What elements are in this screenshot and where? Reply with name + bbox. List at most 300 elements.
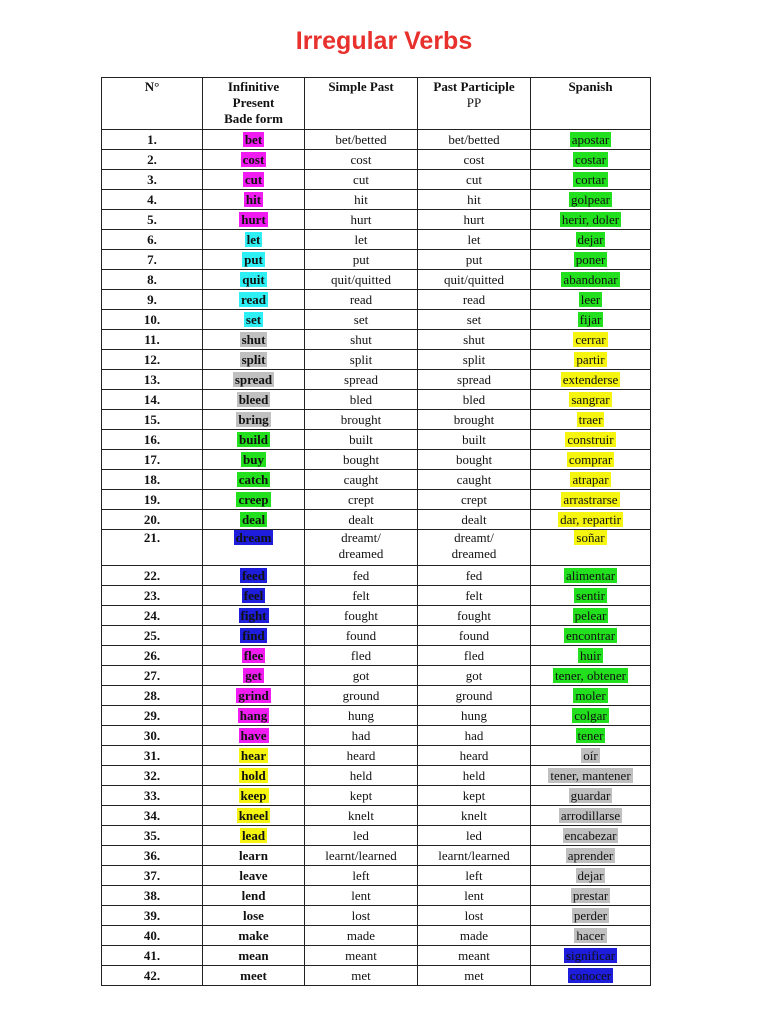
table-row (102, 510, 651, 530)
past-participle-cell: fed (418, 566, 531, 586)
spanish-cell (531, 606, 651, 626)
past-participle-cell: found (418, 626, 531, 646)
infinitive-cell (203, 490, 305, 510)
spanish-translation: arrastrarse (563, 491, 618, 507)
infinitive-cell (203, 786, 305, 806)
table-row (102, 886, 651, 906)
past-participle-cell: brought (418, 410, 531, 430)
spanish-translation: construir (567, 431, 614, 447)
table-row (102, 566, 651, 586)
simple-past-line: dreamt/ (341, 530, 381, 545)
spanish-cell (531, 170, 651, 190)
spanish-cell (531, 626, 651, 646)
infinitive-cell (203, 470, 305, 490)
table-row (102, 290, 651, 310)
infinitive-word: cut (244, 171, 263, 187)
spanish-cell (531, 410, 651, 430)
infinitive-word: bleed (238, 391, 269, 407)
infinitive-cell (203, 530, 305, 566)
past-participle-cell: fled (418, 646, 531, 666)
past-participle-cell: led (418, 826, 531, 846)
infinitive-cell (203, 330, 305, 350)
past-participle-cell: lent (418, 886, 531, 906)
simple-past-line: dreamed (338, 546, 384, 561)
spanish-cell (531, 706, 651, 726)
simple-past-cell: learnt/learned (305, 846, 418, 866)
infinitive-word: read (240, 291, 267, 307)
verb-number: 16. (102, 430, 203, 450)
past-participle-cell: set (418, 310, 531, 330)
infinitive-word: creep (238, 491, 269, 507)
table-row (102, 410, 651, 430)
table-row (102, 646, 651, 666)
simple-past-cell: bet/betted (305, 130, 418, 150)
infinitive-word: make (238, 927, 269, 943)
past-participle-cell: spread (418, 370, 531, 390)
infinitive-cell (203, 150, 305, 170)
spanish-translation: fijar (579, 311, 602, 327)
simple-past-cell: split (305, 350, 418, 370)
simple-past-cell: let (305, 230, 418, 250)
simple-past-cell: lent (305, 886, 418, 906)
simple-past-cell: heard (305, 746, 418, 766)
spanish-cell (531, 886, 651, 906)
spanish-cell (531, 586, 651, 606)
spanish-cell (531, 866, 651, 886)
spanish-cell (531, 646, 651, 666)
table-row (102, 746, 651, 766)
spanish-translation: significar (565, 947, 616, 963)
infinitive-word: get (245, 667, 262, 683)
verb-number: 38. (102, 886, 203, 906)
infinitive-word: bring (238, 411, 269, 427)
header-spanish: Spanish (531, 78, 651, 130)
simple-past-cell: hung (305, 706, 418, 726)
infinitive-word: feel (243, 587, 264, 603)
infinitive-cell (203, 926, 305, 946)
infinitive-cell (203, 706, 305, 726)
past-participle-cell: made (418, 926, 531, 946)
past-participle-cell (418, 530, 531, 566)
past-participle-cell: let (418, 230, 531, 250)
spanish-translation: alimentar (565, 567, 616, 583)
table-row (102, 250, 651, 270)
header-number: N° (102, 78, 203, 130)
table-row (102, 686, 651, 706)
past-participle-cell: fought (418, 606, 531, 626)
infinitive-cell (203, 310, 305, 330)
infinitive-word: buy (243, 451, 264, 467)
infinitive-word: catch (238, 471, 269, 487)
verb-number: 31. (102, 746, 203, 766)
infinitive-word: have (240, 727, 267, 743)
past-participle-cell: meant (418, 946, 531, 966)
infinitive-word: hit (245, 191, 262, 207)
spanish-translation: tener (577, 727, 604, 743)
verb-number: 11. (102, 330, 203, 350)
infinitive-word: hear (240, 747, 267, 763)
verb-number: 24. (102, 606, 203, 626)
spanish-translation: encontrar (565, 627, 616, 643)
spanish-cell (531, 966, 651, 986)
verb-number: 14. (102, 390, 203, 410)
spanish-cell (531, 370, 651, 390)
simple-past-cell: hurt (305, 210, 418, 230)
past-participle-cell: crept (418, 490, 531, 510)
infinitive-cell (203, 210, 305, 230)
table-row (102, 906, 651, 926)
verb-number: 18. (102, 470, 203, 490)
spanish-translation: dejar (577, 231, 604, 247)
spanish-cell (531, 450, 651, 470)
past-participle-cell: lost (418, 906, 531, 926)
spanish-translation: extenderse (562, 371, 619, 387)
infinitive-cell (203, 946, 305, 966)
past-participle-cell: left (418, 866, 531, 886)
spanish-translation: huir (580, 647, 601, 663)
spanish-translation: tener, mantener (550, 767, 631, 783)
verb-number: 34. (102, 806, 203, 826)
table-row (102, 210, 651, 230)
spanish-translation: encabezar (564, 827, 617, 843)
spanish-translation: apostar (571, 131, 610, 147)
table-row (102, 150, 651, 170)
spanish-cell (531, 430, 651, 450)
spanish-cell (531, 510, 651, 530)
table-row (102, 270, 651, 290)
verb-rows (102, 130, 651, 986)
past-participle-cell: bet/betted (418, 130, 531, 150)
verb-number: 41. (102, 946, 203, 966)
past-participle-cell: cut (418, 170, 531, 190)
spanish-cell (531, 786, 651, 806)
table-row (102, 450, 651, 470)
simple-past-cell: fled (305, 646, 418, 666)
spanish-translation: hacer (576, 927, 605, 943)
spanish-translation: arrodillarse (560, 807, 621, 823)
table-row (102, 310, 651, 330)
header-infinitive-line-2: Present (232, 95, 275, 110)
past-participle-cell: felt (418, 586, 531, 606)
verb-number: 35. (102, 826, 203, 846)
simple-past-cell: met (305, 966, 418, 986)
verb-number: 26. (102, 646, 203, 666)
spanish-cell (531, 686, 651, 706)
infinitive-word: feed (241, 567, 266, 583)
spanish-cell (531, 310, 651, 330)
infinitive-cell (203, 586, 305, 606)
verb-number: 29. (102, 706, 203, 726)
simple-past-cell: held (305, 766, 418, 786)
table-row (102, 130, 651, 150)
verb-number: 36. (102, 846, 203, 866)
spanish-translation: conocer (569, 967, 612, 983)
spanish-translation: prestar (572, 887, 609, 903)
infinitive-cell (203, 190, 305, 210)
infinitive-word: fight (240, 607, 267, 623)
table-row (102, 606, 651, 626)
table-row (102, 766, 651, 786)
infinitive-cell (203, 370, 305, 390)
infinitive-word: build (239, 431, 268, 447)
simple-past-cell: got (305, 666, 418, 686)
verb-number: 15. (102, 410, 203, 430)
infinitive-word: hurt (241, 211, 266, 227)
spanish-cell (531, 290, 651, 310)
infinitive-cell (203, 626, 305, 646)
infinitive-cell (203, 566, 305, 586)
past-participle-cell: hung (418, 706, 531, 726)
simple-past-cell: knelt (305, 806, 418, 826)
simple-past-cell: built (305, 430, 418, 450)
spanish-translation: sangrar (571, 391, 610, 407)
spanish-cell (531, 250, 651, 270)
verb-number: 19. (102, 490, 203, 510)
table-row (102, 926, 651, 946)
spanish-cell (531, 150, 651, 170)
infinitive-cell (203, 430, 305, 450)
past-participle-cell: hurt (418, 210, 531, 230)
spanish-translation: comprar (568, 451, 613, 467)
table-header-row (102, 78, 651, 130)
infinitive-word: set (245, 311, 262, 327)
verb-number: 40. (102, 926, 203, 946)
infinitive-word: find (242, 627, 265, 643)
table-row (102, 826, 651, 846)
table-row (102, 786, 651, 806)
verb-number: 23. (102, 586, 203, 606)
table-row (102, 350, 651, 370)
verb-number: 4. (102, 190, 203, 210)
infinitive-word: meet (240, 967, 267, 983)
simple-past-cell: set (305, 310, 418, 330)
infinitive-word: keep (240, 787, 267, 803)
infinitive-cell (203, 726, 305, 746)
table-row (102, 706, 651, 726)
irregular-verbs-table (101, 77, 651, 986)
table-row (102, 666, 651, 686)
infinitive-cell (203, 230, 305, 250)
infinitive-word: bet (244, 131, 263, 147)
past-participle-line: dreamt/ (454, 530, 494, 545)
spanish-translation: abandonar (563, 271, 618, 287)
table-row (102, 626, 651, 646)
header-simple-past: Simple Past (305, 78, 418, 130)
table-row (102, 370, 651, 390)
infinitive-word: let (246, 231, 261, 247)
spanish-translation: guardar (570, 787, 611, 803)
spanish-translation: sentir (576, 587, 605, 603)
table-row (102, 530, 651, 566)
simple-past-cell: caught (305, 470, 418, 490)
verb-number: 42. (102, 966, 203, 986)
table-row (102, 470, 651, 490)
table-row (102, 946, 651, 966)
spanish-cell (531, 130, 651, 150)
simple-past-cell: crept (305, 490, 418, 510)
simple-past-cell: quit/quitted (305, 270, 418, 290)
spanish-cell (531, 826, 651, 846)
table-row (102, 230, 651, 250)
infinitive-cell (203, 606, 305, 626)
infinitive-cell (203, 646, 305, 666)
table-row (102, 726, 651, 746)
spanish-translation: poner (575, 251, 606, 267)
past-participle-cell: bought (418, 450, 531, 470)
infinitive-word: deal (241, 511, 266, 527)
infinitive-cell (203, 966, 305, 986)
past-participle-cell: hit (418, 190, 531, 210)
table-row (102, 806, 651, 826)
spanish-translation: herir, doler (561, 211, 620, 227)
past-participle-cell: put (418, 250, 531, 270)
simple-past-cell: had (305, 726, 418, 746)
infinitive-cell (203, 450, 305, 470)
spanish-translation: partir (576, 351, 605, 367)
verb-number: 27. (102, 666, 203, 686)
simple-past-cell: fought (305, 606, 418, 626)
infinitive-word: lose (243, 907, 264, 923)
spanish-cell (531, 490, 651, 510)
past-participle-cell: bled (418, 390, 531, 410)
simple-past-cell: lost (305, 906, 418, 926)
infinitive-word: quit (242, 271, 265, 287)
past-participle-cell: caught (418, 470, 531, 490)
spanish-translation: pelear (574, 607, 607, 623)
table-row (102, 586, 651, 606)
spanish-translation: perder (573, 907, 608, 923)
spanish-cell (531, 190, 651, 210)
infinitive-cell (203, 250, 305, 270)
infinitive-cell (203, 410, 305, 430)
infinitive-word: split (241, 351, 266, 367)
simple-past-cell: shut (305, 330, 418, 350)
simple-past-cell: fed (305, 566, 418, 586)
spanish-translation: costar (574, 151, 607, 167)
spanish-translation: moler (575, 687, 606, 703)
infinitive-cell (203, 846, 305, 866)
past-participle-cell: cost (418, 150, 531, 170)
spanish-cell (531, 566, 651, 586)
table-row (102, 430, 651, 450)
header-infinitive-line-1: Infinitive (227, 79, 280, 94)
simple-past-cell: found (305, 626, 418, 646)
spanish-cell (531, 906, 651, 926)
verb-number: 20. (102, 510, 203, 530)
verb-number: 39. (102, 906, 203, 926)
past-participle-cell: kept (418, 786, 531, 806)
spanish-cell (531, 230, 651, 250)
past-participle-cell: had (418, 726, 531, 746)
infinitive-cell (203, 826, 305, 846)
simple-past-cell: bought (305, 450, 418, 470)
spanish-cell (531, 270, 651, 290)
past-participle-cell: ground (418, 686, 531, 706)
header-infinitive-line-3: Bade form (224, 111, 283, 126)
simple-past-cell: read (305, 290, 418, 310)
table-row (102, 966, 651, 986)
verb-number: 25. (102, 626, 203, 646)
header-past-participle (418, 78, 531, 130)
simple-past-cell: meant (305, 946, 418, 966)
table-row (102, 190, 651, 210)
spanish-translation: oír (583, 747, 598, 763)
infinitive-cell (203, 866, 305, 886)
infinitive-cell (203, 130, 305, 150)
verb-number: 10. (102, 310, 203, 330)
spanish-cell (531, 746, 651, 766)
spanish-cell (531, 946, 651, 966)
infinitive-word: put (244, 251, 263, 267)
verb-number: 13. (102, 370, 203, 390)
verb-number: 3. (102, 170, 203, 190)
simple-past-cell: kept (305, 786, 418, 806)
verb-number: 12. (102, 350, 203, 370)
infinitive-word: lead (241, 827, 266, 843)
past-participle-cell: read (418, 290, 531, 310)
simple-past-cell: dealt (305, 510, 418, 530)
infinitive-cell (203, 906, 305, 926)
verb-number: 8. (102, 270, 203, 290)
table-row (102, 170, 651, 190)
past-participle-cell: learnt/learned (418, 846, 531, 866)
table-row (102, 490, 651, 510)
infinitive-cell (203, 686, 305, 706)
past-participle-cell: got (418, 666, 531, 686)
simple-past-cell: felt (305, 586, 418, 606)
infinitive-cell (203, 390, 305, 410)
verb-number: 32. (102, 766, 203, 786)
simple-past-cell: brought (305, 410, 418, 430)
spanish-translation: tener, obtener (555, 667, 626, 683)
verb-number: 5. (102, 210, 203, 230)
infinitive-cell (203, 666, 305, 686)
infinitive-cell (203, 766, 305, 786)
spanish-translation: soñar (576, 530, 605, 545)
spanish-cell (531, 330, 651, 350)
infinitive-word: grind (238, 687, 269, 703)
simple-past-cell: put (305, 250, 418, 270)
spanish-cell (531, 390, 651, 410)
infinitive-word: dream (235, 530, 272, 545)
infinitive-word: leave (239, 867, 268, 883)
infinitive-cell (203, 806, 305, 826)
spanish-translation: dar, repartir (560, 511, 621, 527)
table-row (102, 846, 651, 866)
past-participle-cell: dealt (418, 510, 531, 530)
infinitive-word: mean (238, 947, 269, 963)
verb-number: 22. (102, 566, 203, 586)
spanish-translation: dejar (577, 867, 604, 883)
infinitive-cell (203, 746, 305, 766)
infinitive-word: hang (239, 707, 268, 723)
spanish-translation: cortar (575, 171, 606, 187)
simple-past-cell (305, 530, 418, 566)
past-participle-cell: knelt (418, 806, 531, 826)
infinitive-word: cost (242, 151, 265, 167)
infinitive-word: spread (234, 371, 273, 387)
infinitive-word: shut (241, 331, 266, 347)
infinitive-cell (203, 170, 305, 190)
verb-number: 21. (102, 530, 203, 566)
infinitive-cell (203, 290, 305, 310)
verb-number: 17. (102, 450, 203, 470)
past-participle-cell: heard (418, 746, 531, 766)
simple-past-cell: left (305, 866, 418, 886)
simple-past-cell: cost (305, 150, 418, 170)
past-participle-cell: quit/quitted (418, 270, 531, 290)
verb-number: 2. (102, 150, 203, 170)
